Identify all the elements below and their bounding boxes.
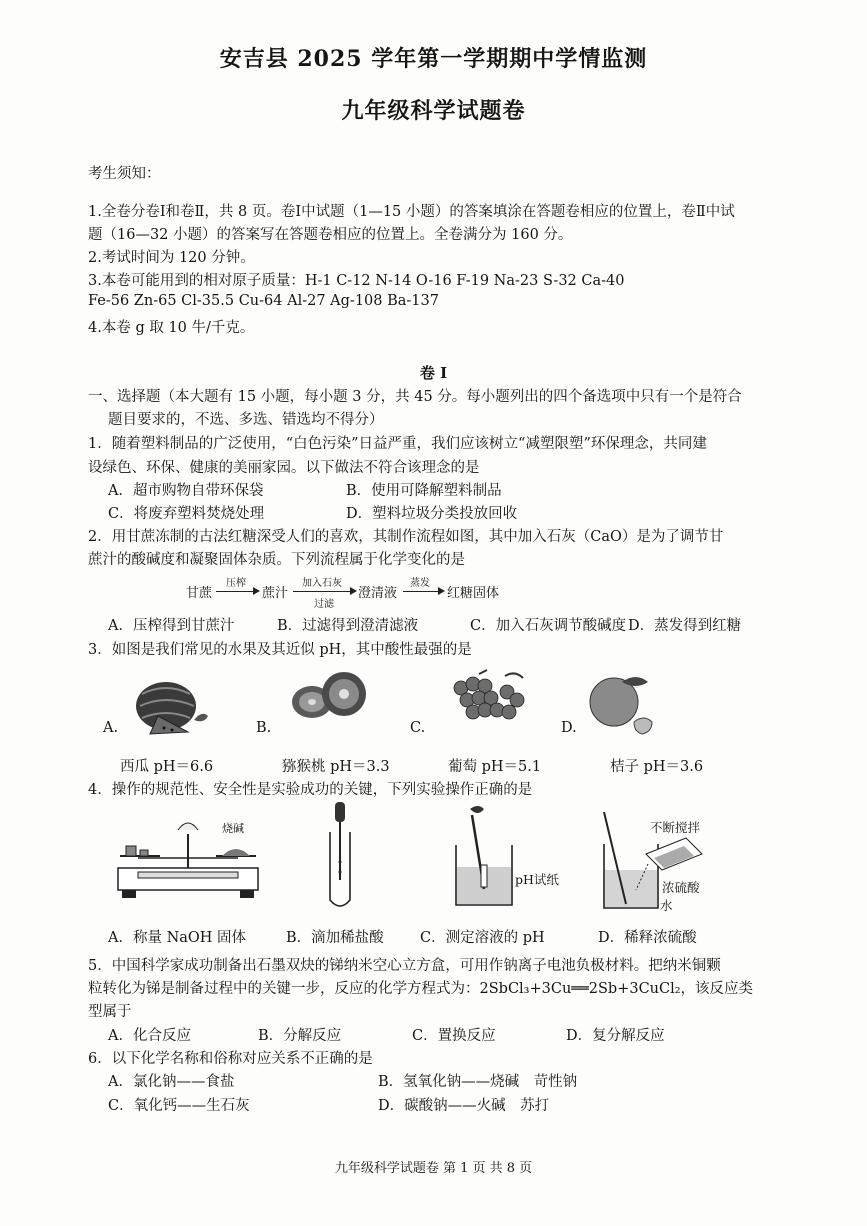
- q5-stem: 粒转化为锑是制备过程中的关键一步，反应的化学方程式为：2SbCl₃+3Cu══2Sb+3CuCl₂，该反应类: [88, 981, 754, 997]
- notice-heading: 考生须知：: [88, 166, 161, 182]
- kiwi-image: [288, 668, 372, 726]
- q2-option-c: C．加入石灰调节酸碱度: [470, 618, 627, 634]
- q1-option-b: B．使用可降解塑料制品: [346, 483, 502, 499]
- flow-step-juice: 蔗汁: [262, 586, 289, 601]
- flow-arrow: [216, 591, 258, 592]
- notice-line: 题（16—32 小题）的答案写在答题卷相应的位置上。全卷满分为 160 分。: [88, 227, 573, 243]
- page-footer: 九年级科学试题卷 第 1 页 共 8 页: [334, 1161, 533, 1176]
- flow-label-evaporate: 蒸发: [410, 578, 430, 589]
- q2-option-a: A．压榨得到甘蔗汁: [108, 618, 235, 634]
- q2-option-b: B．过滤得到澄清滤液: [277, 618, 419, 634]
- section-intro: 题目要求的，不选、多选、错选均不得分）: [108, 412, 384, 428]
- q3-option-b: B.: [256, 720, 272, 736]
- notice-line: 4.本卷 g 取 10 牛/千克。: [88, 320, 255, 336]
- q6-option-b: B．氢氧化钠——烧碱 苛性钠: [378, 1074, 578, 1090]
- flow-label-press: 压榨: [226, 578, 246, 589]
- q3-stem: 3．如图是我们常见的水果及其近似 pH，其中酸性最强的是: [88, 642, 472, 658]
- label-ph-paper: pH试纸: [515, 872, 559, 887]
- q3-option-d: D.: [561, 720, 577, 736]
- q5-stem: 5．中国科学家成功制备出石墨双炔的锑纳米空心立方盒，可用作钠离子电池负极材料。把纳米铜颗: [88, 958, 721, 974]
- dropper-test-tube-image: [318, 802, 364, 914]
- q1-stem: 设绿色、环保、健康的美丽家园。以下做法不符合该理念的是: [88, 460, 480, 476]
- section-label: 卷 Ⅰ: [419, 364, 448, 382]
- notice-line: Fe-56 Zn-65 Cl-35.5 Cu-64 Al-27 Ag-108 Ba-137: [88, 293, 439, 309]
- q5-option-b: B．分解反应: [258, 1028, 342, 1044]
- q1-option-d: D．塑料垃圾分类投放回收: [346, 506, 518, 522]
- q6-option-c: C．氧化钙——生石灰: [108, 1098, 250, 1114]
- q3-caption-orange: 桔子 pH＝3.6: [610, 759, 704, 775]
- q5-option-a: A．化合反应: [108, 1028, 191, 1044]
- flow-label-lime: 加入石灰: [302, 578, 342, 589]
- q4-option-b: B．滴加稀盐酸: [286, 930, 384, 946]
- watermelon-image: [128, 676, 210, 738]
- grapes-image: [445, 668, 535, 730]
- q3-caption-watermelon: 西瓜 pH＝6.6: [120, 759, 214, 775]
- q6-option-d: D．碳酸钠——火碱 苏打: [378, 1098, 550, 1114]
- q4-option-d: D．稀释浓硫酸: [598, 930, 697, 946]
- exam-title: 安吉县 2025 学年第一学期期中学情监测: [219, 46, 648, 72]
- flow-arrow: [403, 591, 443, 592]
- notice-line: 2.考试时间为 120 分钟。: [88, 250, 255, 266]
- notice-line: 3.本卷可能用到的相对原子质量：H-1 C-12 N-14 O-16 F-19 Na-23 S-32 Ca-40: [88, 273, 625, 289]
- q5-option-c: C．置换反应: [412, 1028, 496, 1044]
- q1-option-c: C．将废弃塑料焚烧处理: [108, 506, 265, 522]
- section-intro: 一、选择题（本大题有 15 小题，每小题 3 分，共 45 分。每小题列出的四个备选项中只有一个是符合: [88, 389, 742, 405]
- label-keep-stirring: 不断搅拌: [650, 820, 701, 835]
- label-caustic-soda: 烧碱: [222, 822, 244, 835]
- q3-option-a: A.: [103, 720, 119, 736]
- notice-line: 1.全卷分卷Ⅰ和卷Ⅱ，共 8 页。卷Ⅰ中试题（1—15 小题）的答案填涂在答题卷相应的位置上，卷Ⅱ中试: [88, 204, 735, 220]
- orange-image: [582, 672, 658, 738]
- q4-stem: 4．操作的规范性、安全性是实验成功的关键，下列实验操作正确的是: [88, 782, 533, 798]
- q3-caption-grape: 葡萄 pH＝5.1: [448, 759, 542, 775]
- q4-option-a: A．称量 NaOH 固体: [108, 930, 247, 946]
- ph-test-beaker-image: [448, 805, 523, 913]
- flow-arrow: [293, 591, 355, 592]
- q4-option-c: C．测定溶液的 pH: [420, 930, 545, 946]
- label-water: 水: [660, 898, 673, 913]
- flow-label-filter: 过滤: [314, 599, 334, 610]
- q6-stem: 6．以下化学名称和俗称对应关系不正确的是: [88, 1051, 373, 1067]
- balance-scale-image: [108, 812, 268, 904]
- q2-stem: 蔗汁的酸碱度和凝聚固体杂质。下列流程属于化学变化的是: [88, 552, 465, 568]
- flow-step-brown-sugar: 红糖固体: [447, 586, 500, 601]
- q3-option-c: C.: [410, 720, 426, 736]
- q6-option-a: A．氯化钠——食盐: [108, 1074, 235, 1090]
- q2-stem: 2．用甘蔗冻制的古法红糖深受人们的喜欢，其制作流程如图，其中加入石灰（CaO）是为了调节甘: [88, 529, 724, 545]
- label-conc-sulfuric-acid: 浓硫酸: [662, 880, 700, 895]
- q1-option-a: A．超市购物自带环保袋: [108, 483, 264, 499]
- q3-caption-kiwi: 猕猴桃 pH＝3.3: [282, 759, 390, 775]
- q5-stem: 型属于: [88, 1004, 132, 1020]
- flow-step-sugarcane: 甘蔗: [186, 586, 213, 601]
- q5-option-d: D．复分解反应: [566, 1028, 665, 1044]
- q1-stem: 1．随着塑料制品的广泛使用，“白色污染”日益严重，我们应该树立“减塑限塑”环保理念，共同建: [88, 436, 707, 452]
- exam-subtitle: 九年级科学试题卷: [341, 98, 526, 124]
- q2-option-d: D．蒸发得到红糖: [628, 618, 742, 634]
- flow-step-clear-liquid: 澄清液: [358, 586, 398, 601]
